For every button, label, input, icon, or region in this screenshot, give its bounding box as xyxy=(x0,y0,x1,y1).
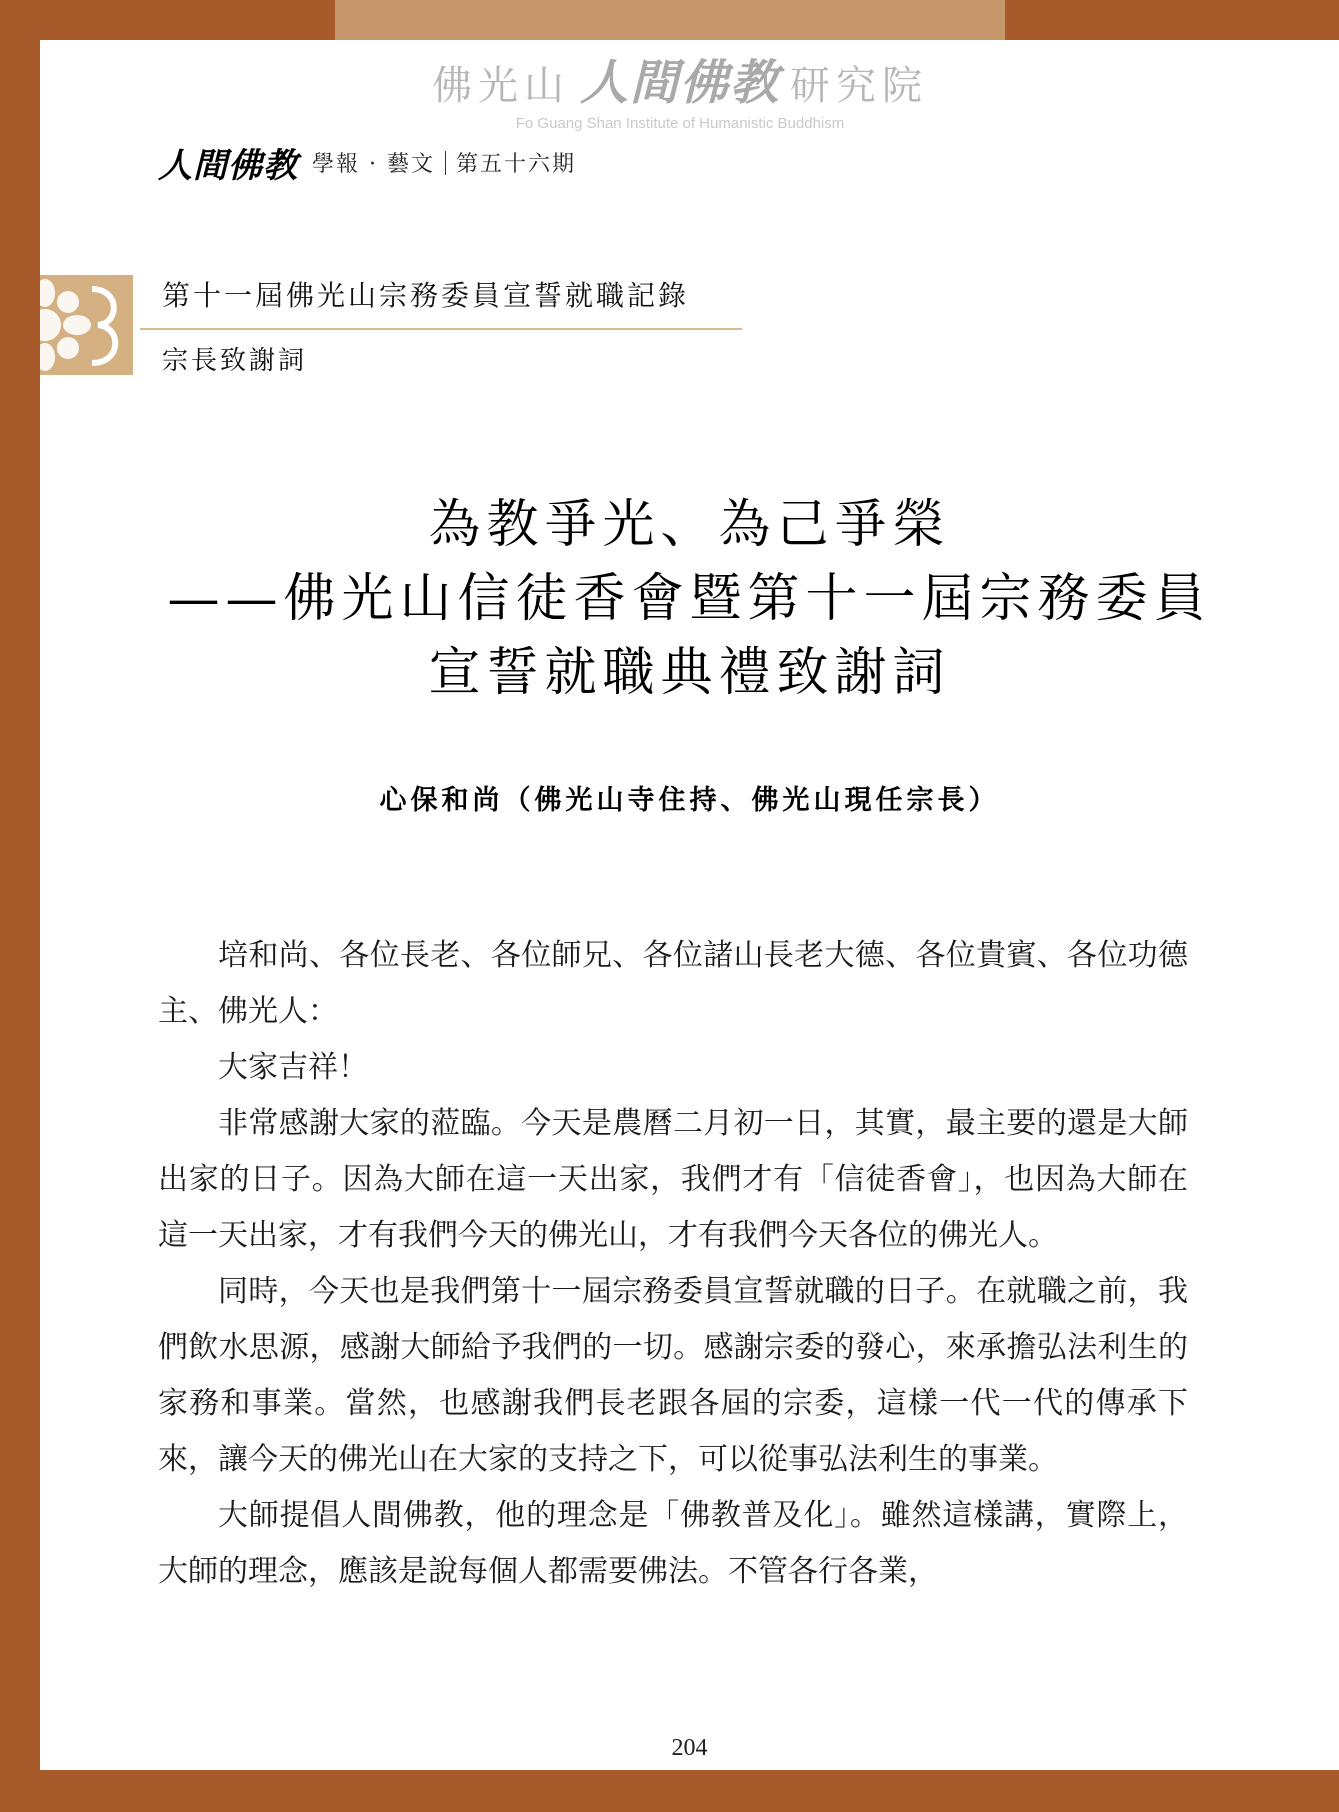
journal-brand-logo: 人間佛教 xyxy=(158,145,298,186)
article-title-line: 為教爭光、為己爭榮 xyxy=(428,495,951,555)
journal-separator xyxy=(435,150,456,175)
institute-name-brush: 人間佛教 xyxy=(579,55,780,111)
section-divider xyxy=(140,328,742,330)
top-color-band xyxy=(335,0,1005,40)
document-page xyxy=(40,40,1339,1770)
section-title: 第十一屆佛光山宗務委員宣誓就職記錄 xyxy=(162,279,690,312)
section-subtitle: 宗長致謝詞 xyxy=(162,346,308,376)
body-paragraph: 培和尚、各位長老、各位師兄、各位諸山長老大德、各位貴賓、各位功德主、佛光人： xyxy=(158,938,1188,1029)
article-title-line: ——佛光山信徒香會暨第十一屆宗務委員 xyxy=(167,569,1212,629)
body-paragraph: 非常感謝大家的蒞臨。今天是農曆二月初一日，其實，最主要的還是大師出家的日子。因為大師在這一天出家，我們才有「信徒香會」，也因為大師在這一天出家，才有我們今天的佛光山，才有我們今天各位的佛光人。 xyxy=(158,1106,1188,1253)
page-number: 204 xyxy=(671,1735,708,1761)
article-title-line: 宣誓就職典禮致謝詞 xyxy=(428,643,951,703)
article-body xyxy=(158,928,1188,1600)
body-paragraph: 同時，今天也是我們第十一屆宗務委員宣誓就職的日子。在就職之前，我們飲水思源，感謝大師給予我們的一切。感謝宗委的發心，來承擔弘法利生的家務和事業。當然，也感謝我們長老跟各屆的宗委，這樣一代一代的傳承下來，讓今天的佛光山在大家的支持之下，可以從事弘法利生的事業。 xyxy=(158,1274,1188,1477)
journal-header xyxy=(158,140,576,184)
institute-name-left: 佛光山 xyxy=(431,63,570,109)
institute-name xyxy=(340,44,1020,113)
body-paragraph: 大師提倡人間佛教，他的理念是「佛教普及化」。雖然這樣講，實際上，大師的理念，應該是說每個人都需要佛法。不管各行各業， xyxy=(158,1498,1188,1589)
journal-issue: 第五十六期 xyxy=(455,151,576,177)
article-author: 心保和尚（佛光山寺住持、佛光山現任宗長） xyxy=(379,785,1000,816)
lotus-ornament-icon xyxy=(40,275,133,375)
body-paragraph: 大家吉祥！ xyxy=(218,1050,368,1085)
institute-logo xyxy=(340,40,1020,130)
institute-name-right: 研究院 xyxy=(790,63,928,109)
journal-series: 學報 · 藝文 xyxy=(312,151,435,177)
article-title xyxy=(40,488,1339,710)
institute-name-english: Fo Guang Shan Institute of Humanistic Buddhism xyxy=(515,115,845,132)
